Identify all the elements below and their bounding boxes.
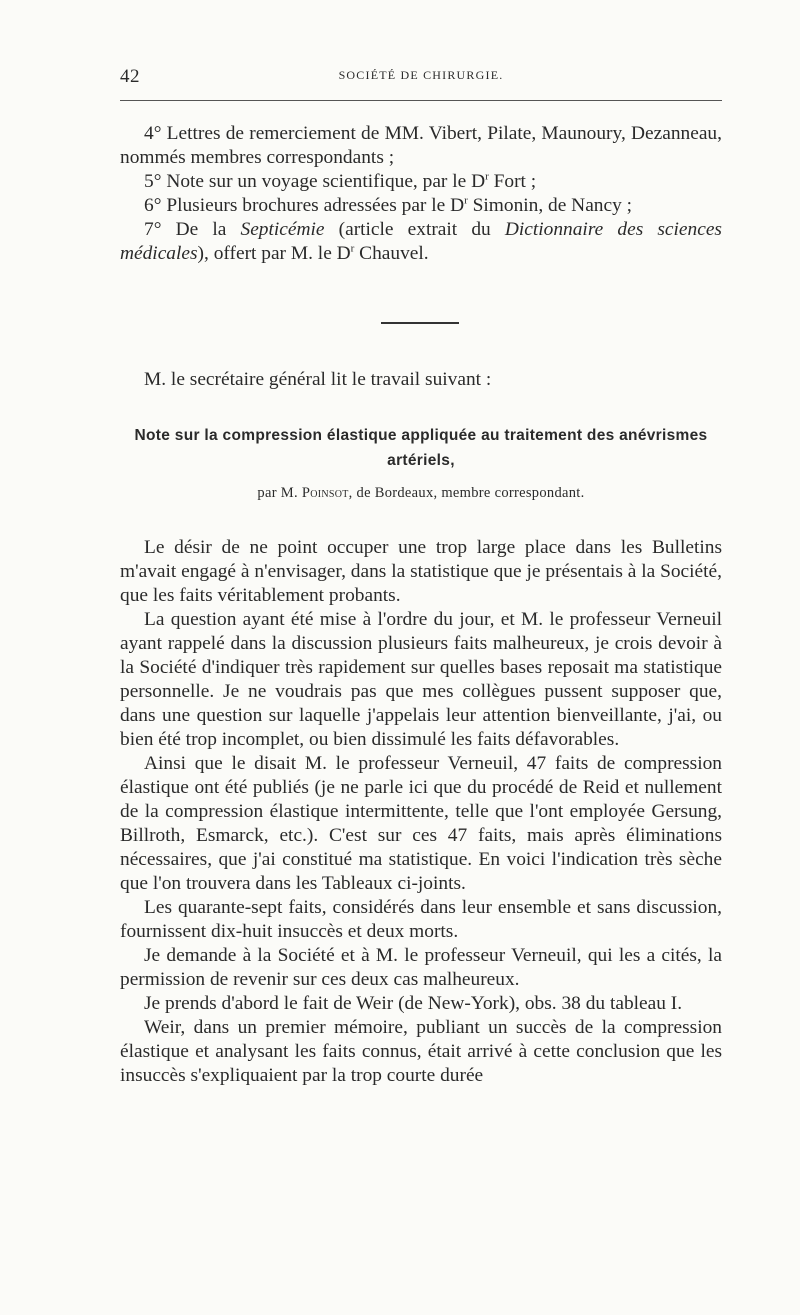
note-title: Note sur la compression élastique appliquée au traitement des anévrismes artériels, (134, 427, 708, 469)
header-rule (120, 100, 722, 101)
section-separator (381, 322, 459, 324)
author-name: Poinsot (301, 485, 349, 501)
body-paragraph: Le désir de ne point occuper une trop large place dans les Bulletins m'avait engagé à n'envisager, dans la statistique que je présentais à la Société, que les faits véritablement probants. (120, 537, 722, 606)
page-header (120, 62, 722, 92)
list-item-4: 4° Lettres de remerciement de MM. Vibert, Pilate, Maunoury, Dezanneau, nommés membres correspondants ; (120, 123, 722, 168)
body-paragraph: Je prends d'abord le fait de Weir (de New-York), obs. 38 du tableau I. (144, 993, 683, 1014)
article-body (120, 536, 722, 1088)
intro-paragraph: M. le secrétaire général lit le travail suivant : (144, 369, 492, 390)
running-title: SOCIÉTÉ DE CHIRURGIE. (338, 68, 504, 82)
list-item-7: 7° De la Septicémie (article extrait du Dictionnaire des sciences médicales), offert par M. le $D^r$ Chauvel. (120, 219, 722, 264)
body-paragraph: La question ayant été mise à l'ordre du jour, et M. le professeur Verneuil ayant rappelé dans la discussion plusieurs faits malheureux, je crois devoir à la Société d'indiquer très rapidement sur quelles bases reposait ma statistique personnelle. Je ne voudrais pas que mes collègues pussent supposer que, dans une question sur laquelle j'appelais leur attention bienveillante, j'ai, ou bien été trop incomplet, ou bien dissimulé les faits défavorables. (120, 609, 722, 750)
body-paragraph: Ainsi que le disait M. le professeur Verneuil, 47 faits de compression élastique ont été publiés (je ne parle ici que du procédé de Reid et nullement de la compression élastique intermittente, telle que l'ont employée Gersung, Billroth, Esmarck, etc.). C'est sur ces 47 faits, mais après éliminations nécessaires, que j'ai constitué ma statistique. En voici l'indication très sèche que l'on trouvera dans les Tableaux ci-joints. (120, 753, 722, 894)
list-item-6: 6° Plusieurs brochures adressées par le $D^r$ Simonin, de Nancy ; (144, 194, 633, 216)
correspondence-list (120, 122, 722, 266)
body-paragraph: Weir, dans un premier mémoire, publiant un succès de la compression élastique et analysant les faits connus, était arrivé à cette conclusion que les insuccès s'expliquaient par la trop courte durée (120, 1017, 722, 1086)
byline: par M. Poinsot, de Bordeaux, membre correspondant. (257, 485, 585, 501)
list-item-5: 5° Note sur un voyage scientifique, par le $D^r$ Fort ; (144, 170, 537, 192)
body-paragraph: Les quarante-sept faits, considérés dans leur ensemble et sans discussion, fournissent dix-huit insuccès et deux morts. (120, 897, 722, 942)
page-number: 42 (120, 66, 140, 87)
body-paragraph: Je demande à la Société et à M. le professeur Verneuil, qui les a cités, la permission de revenir sur ces deux cas malheureux. (120, 945, 722, 990)
